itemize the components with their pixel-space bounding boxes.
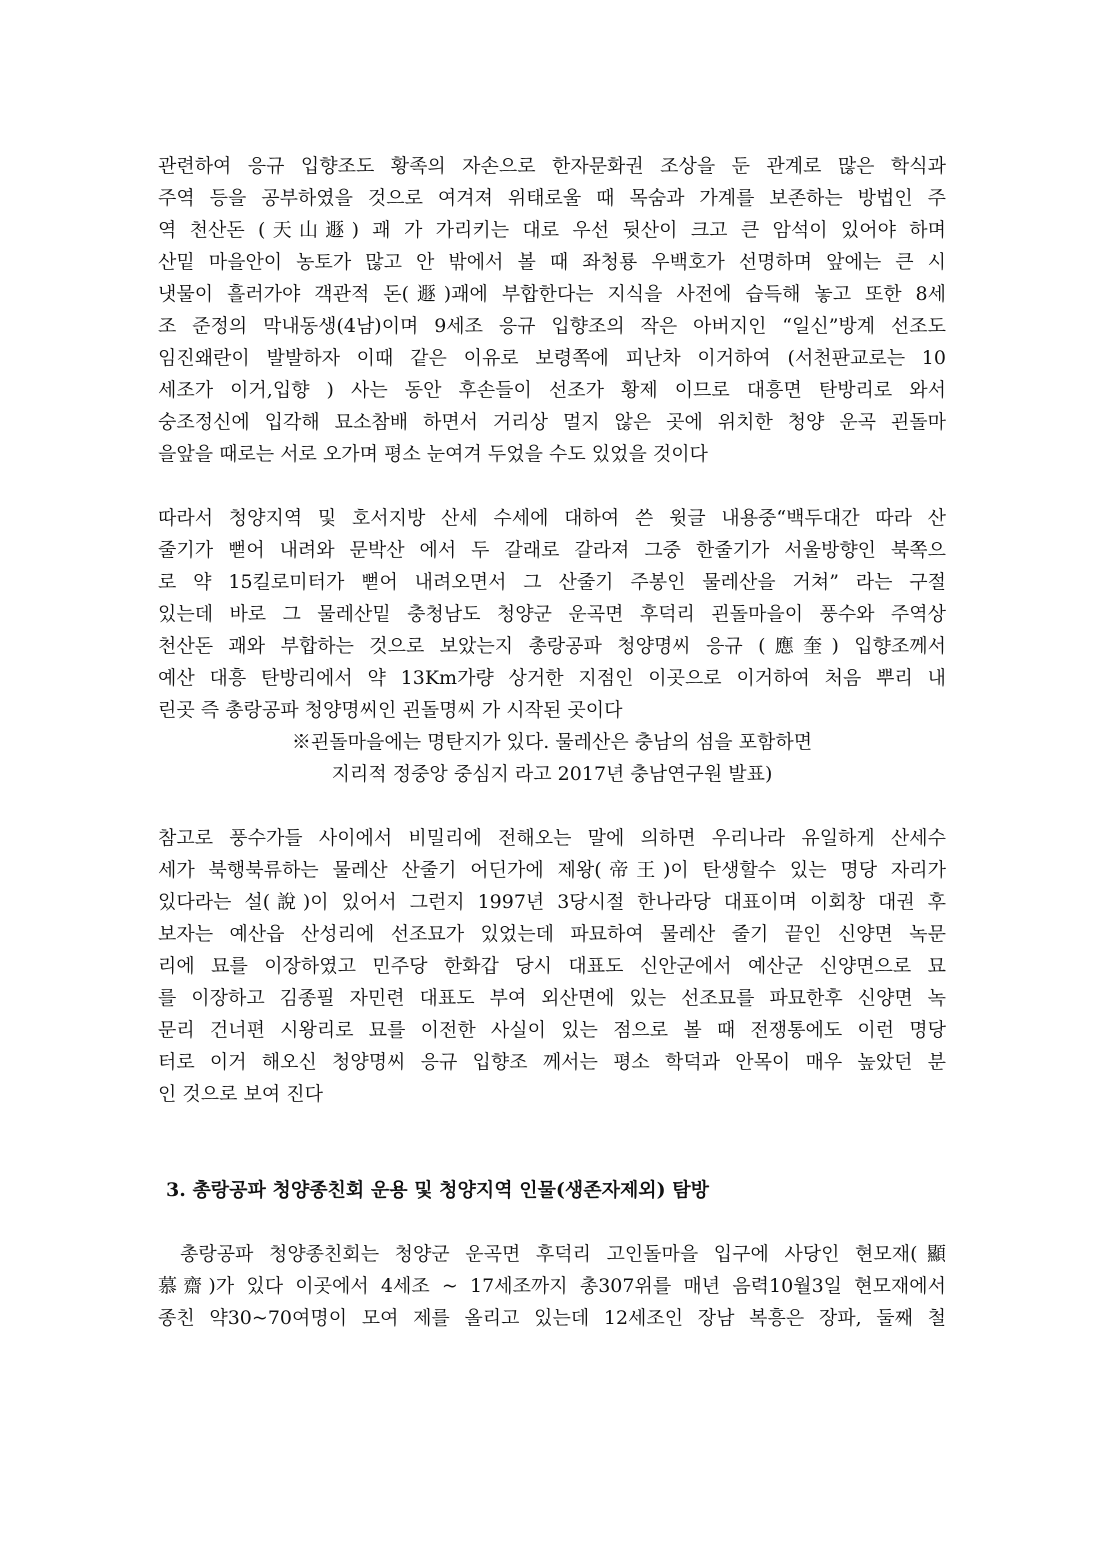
text-line: 관련하여 응규 입향조도 황족의 자손으로 한자문화권 조상을 둔 관계로 많은 학식과 xyxy=(158,155,946,177)
text-line: 줄기가 뻗어 내려와 문박산 에서 두 갈래로 갈라져 그중 한줄기가 서울방향인 북쪽으 xyxy=(158,539,946,561)
document-page xyxy=(158,150,946,1334)
text-line: 총랑공파 청양종친회는 청양군 운곡면 후덕리 고인돌마을 입구에 사당인 현모재(顯 xyxy=(180,1243,946,1265)
text-line: 예산 대흥 탄방리에서 약 13Km가량 상거한 지점인 이곳으로 이거하여 처음 뿌리 내 xyxy=(158,667,946,689)
text-line: 세가 북행북류하는 물레산 산줄기 어딘가에 제왕(帝王)이 탄생할수 있는 명당 자리가 xyxy=(158,859,946,881)
text-line: 숭조정신에 입각해 묘소참배 하면서 거리상 멀지 않은 곳에 위치한 청양 운곡 괸돌마 xyxy=(158,411,946,433)
text-line: 역 천산돈 (天山遯) 괘 가 가리키는 대로 우선 뒷산이 크고 큰 암석이 있어야 하며 xyxy=(158,219,946,241)
paragraph-spacer xyxy=(158,470,946,502)
paragraph-1 xyxy=(158,150,946,470)
paragraph-3 xyxy=(158,822,946,1110)
text-line: 조 준정의 막내동생(4남)이며 9세조 응규 입향조의 작은 아버지인 “일신”방계 선조도 xyxy=(158,315,946,337)
paragraph-spacer xyxy=(158,790,946,822)
section-spacer xyxy=(158,1110,946,1174)
text-line: 문리 건너편 시왕리로 묘를 이전한 사실이 있는 점으로 볼 때 전쟁통에도 이런 명당 xyxy=(158,1019,946,1041)
note-block xyxy=(158,726,946,790)
text-line: 를 이장하고 김종필 자민련 대표도 부여 외산면에 있는 선조묘를 파묘한후 신양면 녹 xyxy=(158,987,946,1009)
text-line: 보자는 예산읍 산성리에 선조묘가 있었는데 파묘하여 물레산 줄기 끝인 신양면 녹문 xyxy=(158,923,946,945)
text-line: 있다라는 설(說)이 있어서 그런지 1997년 3당시절 한나라당 대표이며 이회창 대권 후 xyxy=(158,891,946,913)
text-line: 로 약 15킬로미터가 뻗어 내려오면서 그 산줄기 주봉인 물레산을 거쳐” 라는 구절 xyxy=(158,571,946,593)
text-line: 린곳 즉 총랑공파 청양명씨인 괸돌명씨 가 시작된 곳이다 xyxy=(158,699,623,721)
text-line: 종친 약30~70여명이 모여 제를 올리고 있는데 12세조인 장남 복흥은 장파, 둘째 철 xyxy=(158,1307,946,1329)
note-line: 지리적 정중앙 중심지 라고 2017년 충남연구원 발표) xyxy=(331,763,773,785)
text-line: 따라서 청양지역 및 호서지방 산세 수세에 대하여 쓴 윗글 내용중“백두대간 따라 산 xyxy=(158,507,946,529)
text-line: 주역 등을 공부하였을 것으로 여겨져 위태로울 때 목숨과 가계를 보존하는 방법인 주 xyxy=(158,187,946,209)
section-heading: 3. 총랑공파 청양종친회 운용 및 청양지역 인물(생존자제외) 탐방 xyxy=(166,1179,709,1201)
text-line: 천산돈 괘와 부합하는 것으로 보았는지 총랑공파 청양명씨 응규 (應奎) 입향조께서 xyxy=(158,635,946,657)
text-line: 참고로 풍수가들 사이에서 비밀리에 전해오는 말에 의하면 우리나라 유일하게 산세수 xyxy=(158,827,946,849)
text-line: 慕齋)가 있다 이곳에서 4세조 ~ 17세조까지 총307위를 매년 음력10월3일 현모재에서 xyxy=(158,1275,946,1297)
text-line: 냇물이 흘러가야 객관적 돈(遯)괘에 부합한다는 지식을 사전에 습득해 놓고 또한 8세 xyxy=(158,283,946,305)
paragraph-spacer xyxy=(158,1206,946,1238)
note-line: ※괸돌마을에는 명탄지가 있다. 물레산은 충남의 섬을 포함하면 xyxy=(291,731,813,753)
text-line: 있는데 바로 그 물레산밑 충청남도 청양군 운곡면 후덕리 괸돌마을이 풍수와 주역상 xyxy=(158,603,946,625)
text-line: 산밑 마을안이 농토가 많고 안 밖에서 볼 때 좌청룡 우백호가 선명하며 앞에는 큰 시 xyxy=(158,251,946,273)
text-line: 세조가 이거,입향 ) 사는 동안 후손들이 선조가 황제 이므로 대흥면 탄방리로 와서 xyxy=(158,379,946,401)
text-line: 임진왜란이 발발하자 이때 같은 이유로 보령쪽에 피난차 이거하여 (서천판교로는 10 xyxy=(158,347,946,369)
text-line: 인 것으로 보여 진다 xyxy=(158,1083,323,1105)
text-line: 을앞을 때로는 서로 오가며 평소 눈여겨 두었을 수도 있었을 것이다 xyxy=(158,443,708,465)
paragraph-4 xyxy=(158,1238,946,1334)
text-line: 리에 묘를 이장하였고 민주당 한화갑 당시 대표도 신안군에서 예산군 신양면으로 묘 xyxy=(158,955,946,977)
paragraph-2 xyxy=(158,502,946,726)
text-line: 터로 이거 해오신 청양명씨 응규 입향조 께서는 평소 학덕과 안목이 매우 높았던 분 xyxy=(158,1051,946,1073)
